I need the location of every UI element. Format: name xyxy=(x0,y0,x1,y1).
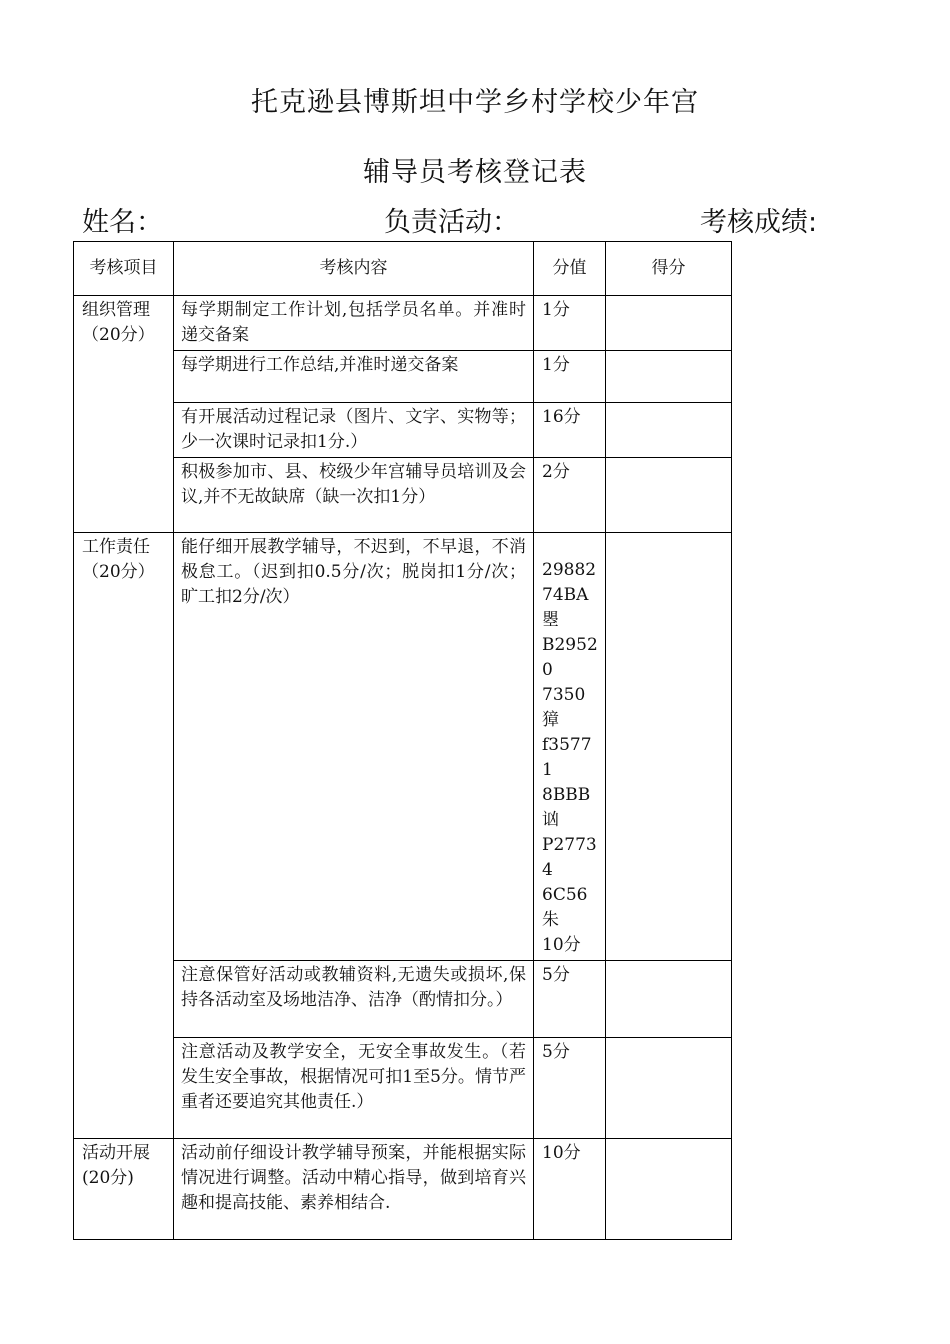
value-line: 0 xyxy=(542,660,553,680)
value-line: 8BBB xyxy=(542,785,591,805)
table-row xyxy=(74,296,732,351)
category-cell: 工作责任（20分） xyxy=(74,533,174,1139)
value-line: P2773 xyxy=(542,835,597,855)
score-cell[interactable] xyxy=(606,403,732,458)
content-cell: 积极参加市、县、校级少年宫辅导员培训及会议,并不无故缺席（缺一次扣1分） xyxy=(174,458,534,533)
value-line: 10分 xyxy=(542,935,581,955)
content-cell: 每学期进行工作总结,并准时递交备案 xyxy=(174,351,534,403)
score-cell[interactable] xyxy=(606,1139,732,1240)
header-content: 考核内容 xyxy=(174,242,534,296)
value-line: 6C56 xyxy=(542,885,588,905)
content-cell: 能仔细开展教学辅导，不迟到，不早退，不消极怠工。（迟到扣0.5分/次；脱岗扣1分/次；旷工扣2分/次） xyxy=(174,533,534,961)
value-cell: 2分 xyxy=(534,458,606,533)
value-line: 4 xyxy=(542,860,553,880)
value-line: 朱 xyxy=(542,910,559,930)
value-cell: 1分 xyxy=(534,296,606,351)
content-cell: 每学期制定工作计划,包括学员名单。并准时递交备案 xyxy=(174,296,534,351)
activity-field-label: 负责活动： xyxy=(384,207,519,238)
value-line: 瞾 xyxy=(542,610,559,630)
content-cell: 注意保管好活动或教辅资料,无遗失或损坏,保持各活动室及场地洁净、洁净（酌情扣分。） xyxy=(174,961,534,1038)
category-cell: 活动开展(20分) xyxy=(74,1139,174,1240)
score-field-label: 考核成绩: xyxy=(700,207,818,238)
document-title: 托克逊县博斯坦中学乡村学校少年宫 xyxy=(251,87,699,118)
score-cell[interactable] xyxy=(606,458,732,533)
value-cell: 5分 xyxy=(534,1038,606,1139)
header-category: 考核项目 xyxy=(74,242,174,296)
table-header-row xyxy=(74,242,732,296)
value-line: 7350 xyxy=(542,685,586,705)
header-value: 分值 xyxy=(534,242,606,296)
value-line: 1 xyxy=(542,760,553,780)
value-line: 讻 xyxy=(542,810,559,830)
document-subtitle: 辅导员考核登记表 xyxy=(363,157,587,188)
table-row xyxy=(74,533,732,961)
score-cell[interactable] xyxy=(606,961,732,1038)
name-field-label: 姓名： xyxy=(82,207,163,238)
value-line: B2952 xyxy=(542,635,598,655)
header-score: 得分 xyxy=(606,242,732,296)
value-line: f3577 xyxy=(542,735,592,755)
content-cell: 活动前仔细设计教学辅导预案，并能根据实际情况进行调整。活动中精心指导，做到培育兴趣和提高技能、素养相结合. xyxy=(174,1139,534,1240)
score-cell[interactable] xyxy=(606,351,732,403)
value-cell: 5分 xyxy=(534,961,606,1038)
category-cell: 组织管理（20分） xyxy=(74,296,174,533)
score-cell[interactable] xyxy=(606,533,732,961)
content-cell: 有开展活动过程记录（图片、文字、实物等；少一次课时记录扣1分.） xyxy=(174,403,534,458)
value-line: 74BA xyxy=(542,585,589,605)
value-cell xyxy=(534,533,606,961)
value-cell: 10分 xyxy=(534,1139,606,1240)
score-cell[interactable] xyxy=(606,1038,732,1139)
content-cell: 注意活动及教学安全，无安全事故发生。（若发生安全事故，根据情况可扣1至5分。情节严重者还要追究其他责任.） xyxy=(174,1038,534,1139)
table-row xyxy=(74,1139,732,1240)
value-cell: 1分 xyxy=(534,351,606,403)
assessment-table xyxy=(73,241,732,1240)
value-line: 獐 xyxy=(542,710,559,730)
value-line: 29882 xyxy=(542,560,597,580)
value-cell: 16分 xyxy=(534,403,606,458)
score-cell[interactable] xyxy=(606,296,732,351)
